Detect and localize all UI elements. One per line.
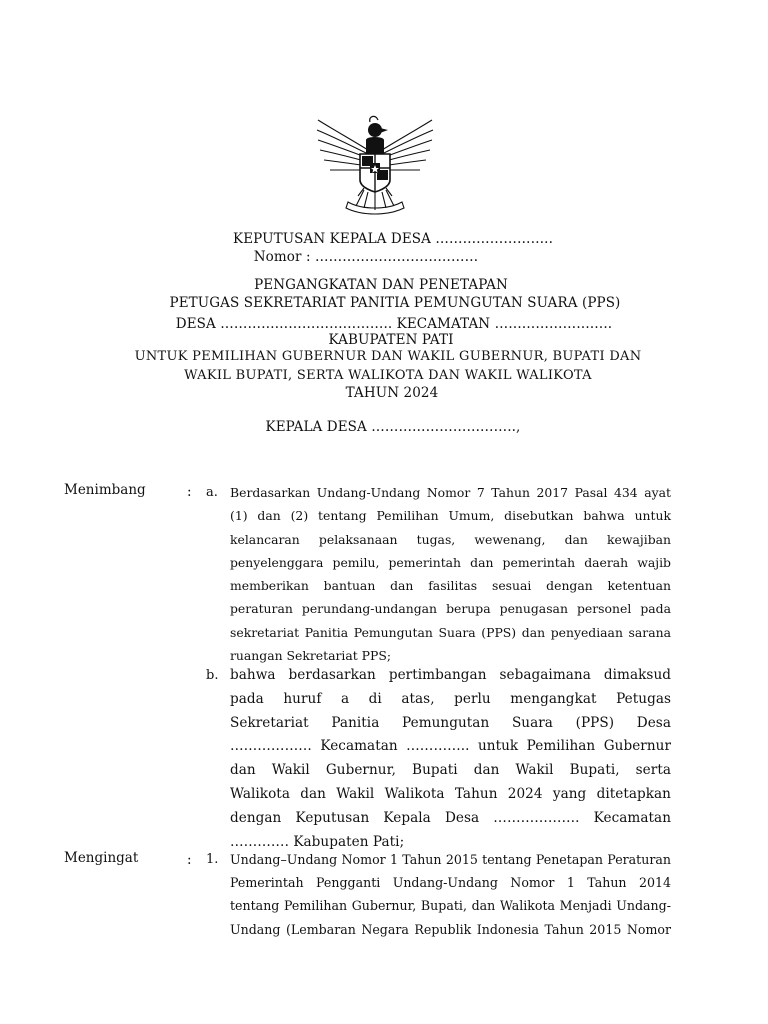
item-line: kelancaran pelaksanaan tugas, wewenang, dan kewajiban	[230, 531, 671, 547]
item-line: sekretariat Panitia Pemungutan Suara (PPS) dan penyediaan sarana	[230, 624, 671, 640]
menimbang-item-b-marker: b.	[206, 668, 219, 683]
mengingat-item-1	[230, 851, 671, 944]
item-line: penyelenggara pemilu, pemerintah dan pemerintah daerah wajib	[230, 554, 671, 570]
mengingat-item-1-marker: 1.	[206, 852, 219, 867]
authority-line: KEPALA DESA …………………………..,	[265, 419, 521, 435]
menimbang-item-b	[230, 666, 671, 856]
item-line: pada huruf a di atas, perlu mengangkat Petugas	[230, 690, 671, 707]
subject-line-5: UNTUK PEMILIHAN GUBERNUR DAN WAKIL GUBERNUR, BUPATI DAN	[134, 349, 642, 364]
subject-line-4: KABUPATEN PATI	[328, 332, 454, 348]
menimbang-item-a-marker: a.	[206, 485, 218, 500]
subject-line-7: TAHUN 2024	[345, 385, 439, 401]
item-line: Undang (Lembaran Negara Republik Indonesia Tahun 2015 Nomor	[230, 921, 671, 937]
subject-line-3: DESA ……………………………….. KECAMATAN ……………………..	[175, 316, 613, 332]
item-line: ruangan Sekretariat PPS;	[230, 648, 391, 664]
item-line: dan Wakil Gubernur, Bupati dan Wakil Bupati, serta	[230, 762, 671, 779]
decree-number: Nomor : ………………………………	[253, 249, 479, 265]
item-line: Pemerintah Pengganti Undang-Undang Nomor 1 Tahun 2014	[230, 875, 671, 891]
item-line: peraturan perundang-undangan berupa penugasan personel pada	[230, 601, 671, 617]
mengingat-label: Mengingat	[64, 850, 139, 866]
item-line: dengan Keputusan Kepala Desa ………………. Kecamatan	[230, 809, 671, 826]
garuda-emblem-icon	[312, 110, 438, 218]
subject-line-6: WAKIL BUPATI, SERTA WALIKOTA DAN WAKIL WALIKOTA	[184, 368, 592, 383]
menimbang-item-a	[230, 484, 671, 670]
mengingat-colon: :	[187, 852, 192, 868]
subject-line-1: PENGANGKATAN DAN PENETAPAN	[254, 277, 508, 293]
subject-line-2: PETUGAS SEKRETARIAT PANITIA PEMUNGUTAN SUARA (PPS)	[169, 295, 621, 311]
item-line: (1) dan (2) tentang Pemilihan Umum, disebutkan bahwa untuk	[230, 508, 671, 524]
menimbang-colon: :	[187, 484, 192, 500]
item-line: …………. Kabupaten Pati;	[230, 833, 405, 850]
item-line: Undang–Undang Nomor 1 Tahun 2015 tentang Penetapan Peraturan	[230, 852, 671, 867]
item-line: tentang Pemilihan Gubernur, Bupati, dan Walikota Menjadi Undang-	[230, 898, 671, 914]
item-line: Sekretariat Panitia Pemungutan Suara (PPS) Desa	[230, 714, 671, 731]
item-line: Walikota dan Wakil Walikota Tahun 2024 yang ditetapkan	[230, 785, 671, 802]
item-line: bahwa berdasarkan pertimbangan sebagaimana dimaksud	[230, 667, 671, 683]
decree-title: KEPUTUSAN KEPALA DESA ……………………..	[233, 231, 553, 247]
item-line: ……………… Kecamatan ………….. untuk Pemilihan Gubernur	[230, 738, 671, 755]
menimbang-label: Menimbang	[64, 482, 146, 498]
item-line: memberikan bantuan dan fasilitas sesuai dengan ketentuan	[230, 578, 671, 594]
item-line: Berdasarkan Undang-Undang Nomor 7 Tahun 2017 Pasal 434 ayat	[230, 485, 671, 500]
